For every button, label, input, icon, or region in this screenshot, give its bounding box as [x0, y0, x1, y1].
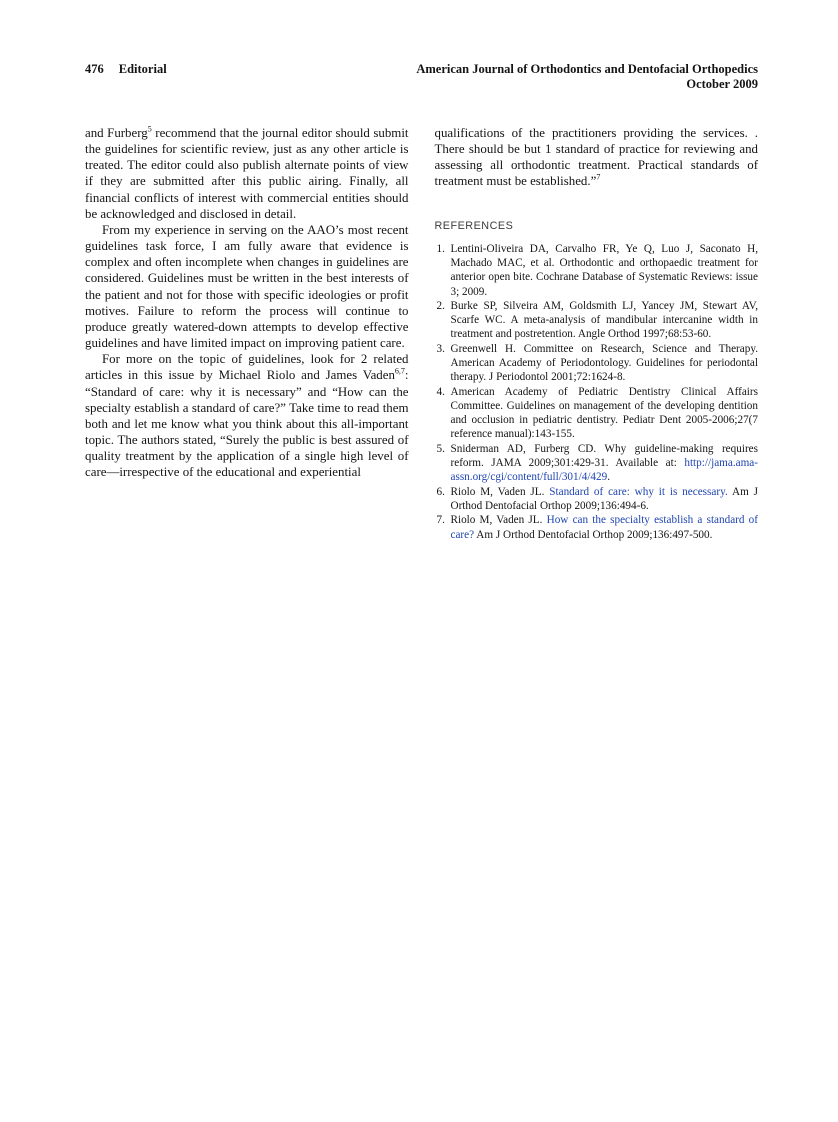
paragraph: [85, 125, 409, 222]
reference-item: [435, 485, 759, 514]
text-run: recommend that the journal editor should submit the guidelines for scientific review, just as any other article is treated. The editor could also publish alternate points of view if they are submitted after this public airing. Finally, all financial conflicts of interest with commercial entities should be acknowledged and disclosed in detail.: [85, 126, 409, 221]
reference-text: [451, 514, 759, 540]
reference-number: 7.: [436, 514, 445, 527]
text-run: Greenwell H. Committee on Research, Science and Therapy. American Academy of Periodontology. Guidelines for periodontal therapy. J Periodontol 2001;72:1624-8.: [450, 342, 758, 384]
text-run: Am J Orthod Dentofacial Orthop 2009;136:497-500.: [474, 528, 713, 541]
superscript-citation: 7: [596, 173, 601, 183]
paragraph: [85, 222, 409, 351]
reference-item: [435, 513, 759, 542]
superscript-citation: 6,7: [394, 367, 405, 377]
paragraph: [85, 351, 409, 480]
text-run: Lentini-Oliveira DA, Carvalho FR, Ye Q, Luo J, Saconato H, Machado MAC, et al. Orthodontic and orthopaedic treatment for anterior open bite. Cochrane Database of Systematic Reviews: issue 3; 2009.: [450, 242, 758, 298]
reference-text: [451, 243, 759, 298]
section-label: Editorial: [118, 62, 167, 76]
reference-number: 6.: [436, 485, 445, 498]
text-run: qualifications of the practitioners providing the services. . There should be but 1 standard of practice for reviewing and assessing all orthodontic treatment. Practical standards of treatment must be established.”: [434, 126, 758, 189]
reference-number: 5.: [436, 442, 445, 455]
references-heading: REFERENCES: [434, 219, 514, 232]
reference-item: [435, 242, 759, 299]
running-head-right: [416, 62, 758, 92]
text-run: Riolo M, Vaden JL.: [450, 514, 547, 527]
journal-title: American Journal of Orthodontics and Dentofacial Orthopedics: [416, 62, 758, 76]
right-column: [435, 125, 759, 542]
reference-item: [435, 342, 759, 385]
left-column: [85, 125, 409, 542]
reference-number: 4.: [436, 385, 445, 398]
reference-number: 3.: [436, 342, 445, 355]
reference-item: [435, 385, 759, 442]
reference-text: [451, 443, 759, 484]
reference-link[interactable]: How can the specialty establish a standard of care?: [450, 514, 759, 541]
reference-text: [451, 386, 759, 441]
page-header: [85, 62, 758, 92]
reference-number: 2.: [436, 299, 445, 312]
text-run: Riolo M, Vaden JL.: [450, 485, 550, 498]
text-run: and Furberg: [85, 126, 148, 140]
page-number: 476: [85, 62, 104, 76]
reference-text: [451, 300, 759, 341]
text-run: For more on the topic of guidelines, look for 2 related articles in this issue by Michael Riolo and James Vaden: [85, 352, 409, 383]
reference-item: [435, 442, 759, 485]
text-run: Sniderman AD, Furberg CD. Why guideline-making requires reform. JAMA 2009;301:429-31. Available at:: [450, 442, 758, 470]
reference-text: [451, 486, 758, 512]
paragraph: [435, 125, 759, 190]
references-list: [435, 242, 759, 542]
text-run: From my experience in serving on the AAO’s most recent guidelines task force, I am fully aware that evidence is complex and often incomplete when changes in guidelines are considered. Guidelines must be written in the best interests of the patient and not for those with specific ideologies or profit motives. Failure to reform the process will continue to produce greatly watered-down attempts to develop effective guidelines and have limited impact on improving patient care.: [85, 222, 409, 351]
text-run: : “Standard of care: why it is necessary” and “How can the specialty establish a standard of care?” Take time to read them both and let me know what you think about this all-important topic. The authors stated, “Surely the public is best assured of quality treatment by the application of a single high level of care—irrespective of the educational and experiential: [85, 368, 409, 480]
text-run: Am J Orthod Dentofacial Orthop 2009;136:494-6.: [450, 485, 758, 512]
right-column-text: [435, 125, 759, 190]
text-run: Burke SP, Silveira AM, Goldsmith LJ, Yancey JM, Stewart AV, Scarfe WC. A meta-analysis of mandibular intercanine width in treatment and postretention. Angle Orthod 1997;68:53-60.: [450, 299, 758, 341]
text-run: .: [607, 471, 611, 484]
reference-number: 1.: [436, 242, 445, 255]
reference-link[interactable]: http://jama.ama-assn.org/cgi/content/full/301/4/429: [450, 457, 758, 484]
text-run: American Academy of Pediatric Dentistry Clinical Affairs Committee. Guidelines on management of the developing dentition and occlusion in pediatric dentistry. Pediatr Dent 2005-2006;27(7 reference manual):143-155.: [450, 385, 758, 441]
reference-link[interactable]: Standard of care: why it is necessary.: [549, 485, 728, 498]
running-head-left: [85, 62, 167, 77]
issue-date: October 2009: [686, 77, 758, 91]
reference-text: [451, 343, 759, 384]
superscript-citation: 5: [147, 124, 152, 134]
two-column-body: [85, 125, 758, 542]
reference-item: [435, 299, 759, 342]
